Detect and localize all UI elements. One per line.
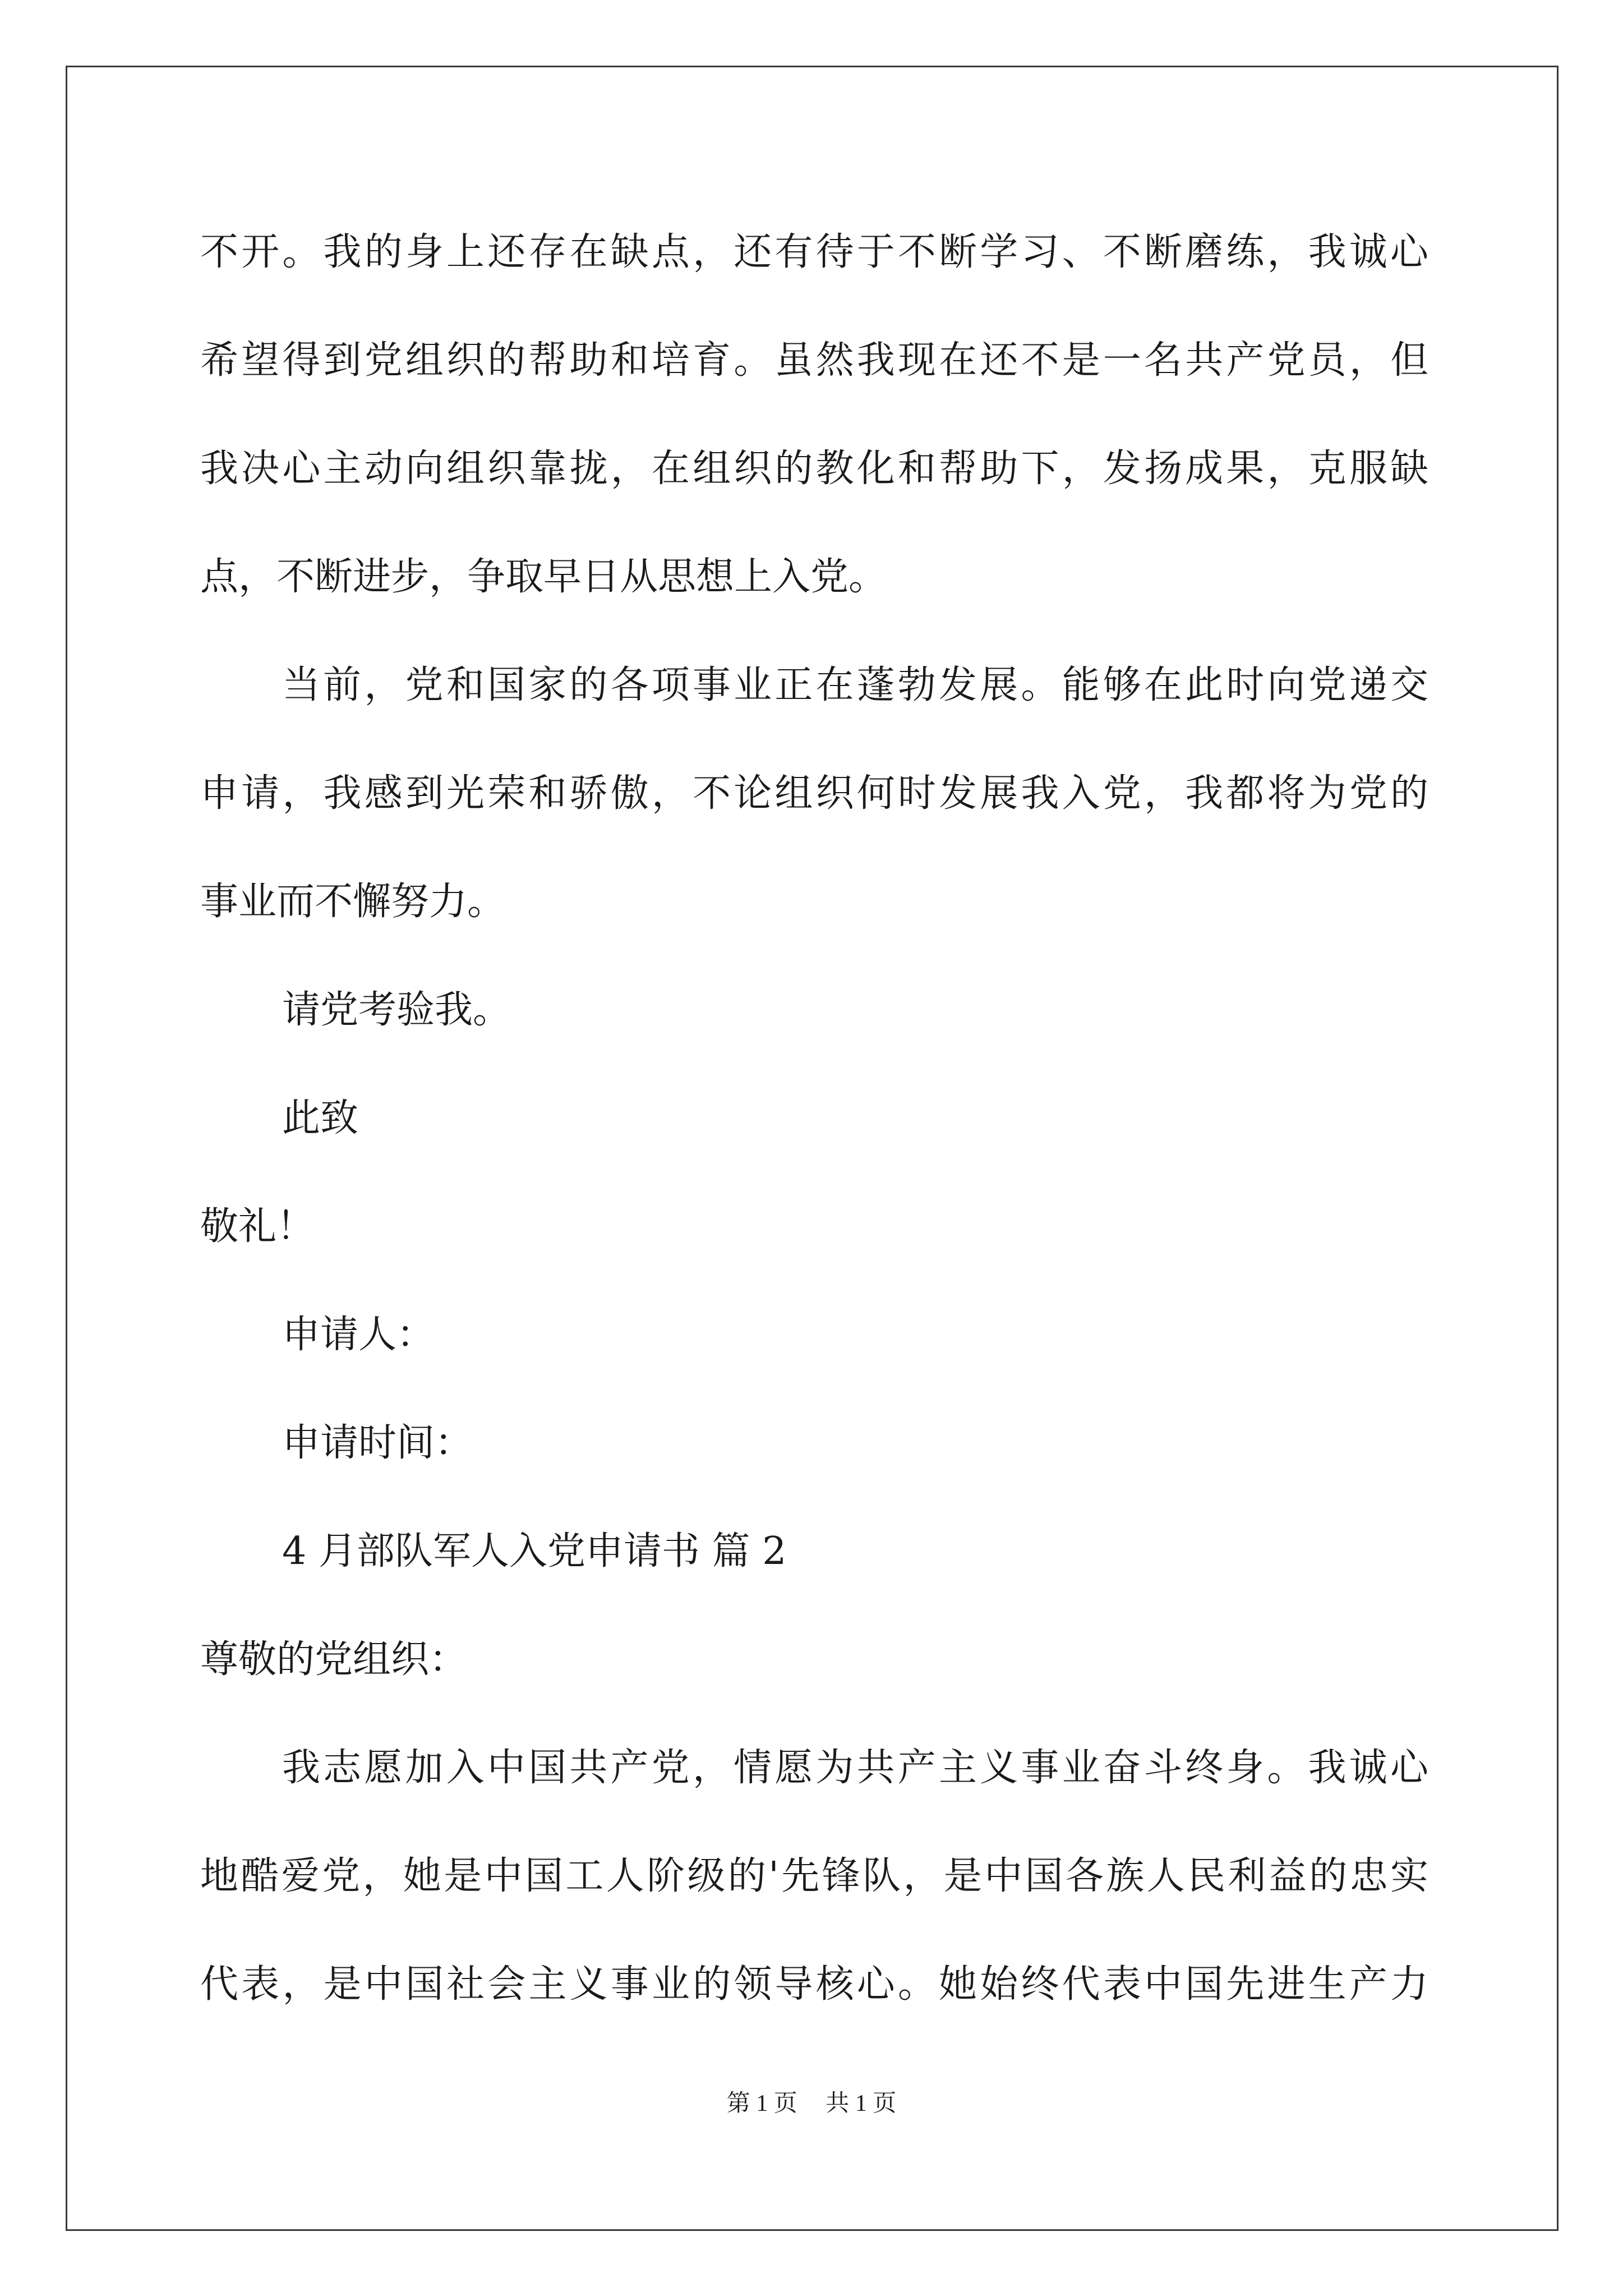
applicant-label: 申请人：: [282, 1313, 435, 1357]
paragraph-line: 希望得到党组织的帮助和培育。虽然我现在还不是一名共产党员，但: [200, 338, 1428, 383]
closing-salutation: 此致: [282, 1096, 359, 1140]
paragraph-line: 当前，党和国家的各项事业正在蓬勃发展。能够在此时向党递交: [282, 663, 1428, 707]
paragraph-line: 我志愿加入中国共产党，情愿为共产主义事业奋斗终身。我诚心: [282, 1746, 1428, 1790]
paragraph-line: 我决心主动向组织靠拢，在组织的教化和帮助下，发扬成果，克服缺: [200, 447, 1428, 491]
paragraph-line: 不开。我的身上还存在缺点，还有待于不断学习、不断磨练，我诚心: [200, 230, 1428, 274]
closing-request: 请党考验我。: [282, 988, 511, 1032]
application-date-label: 申请时间：: [282, 1421, 473, 1465]
page-footer: [0, 2087, 1623, 2120]
page-number: 第 1 页: [726, 2091, 797, 2116]
paragraph-line: 申请，我感到光荣和骄傲，不论组织何时发展我入党，我都将为党的: [200, 771, 1428, 816]
paragraph-line: 地酷爱党，她是中国工人阶级的'先锋队，是中国各族人民利益的忠实: [200, 1854, 1428, 1898]
paragraph-line: 代表，是中国社会主义事业的领导核心。她始终代表中国先进生产力: [200, 1962, 1428, 2007]
page-border: [66, 66, 1559, 2231]
paragraph-line: 点，不断进步，争取早日从思想上入党。: [200, 555, 887, 599]
letter-greeting: 尊敬的党组织：: [200, 1637, 468, 1682]
paragraph-line: 事业而不懈努力。: [200, 880, 506, 924]
page-total: 共 1 页: [826, 2091, 897, 2116]
closing-regards: 敬礼！: [200, 1204, 315, 1249]
section-heading: 4 月部队军人入党申请书 篇 2: [282, 1529, 787, 1573]
